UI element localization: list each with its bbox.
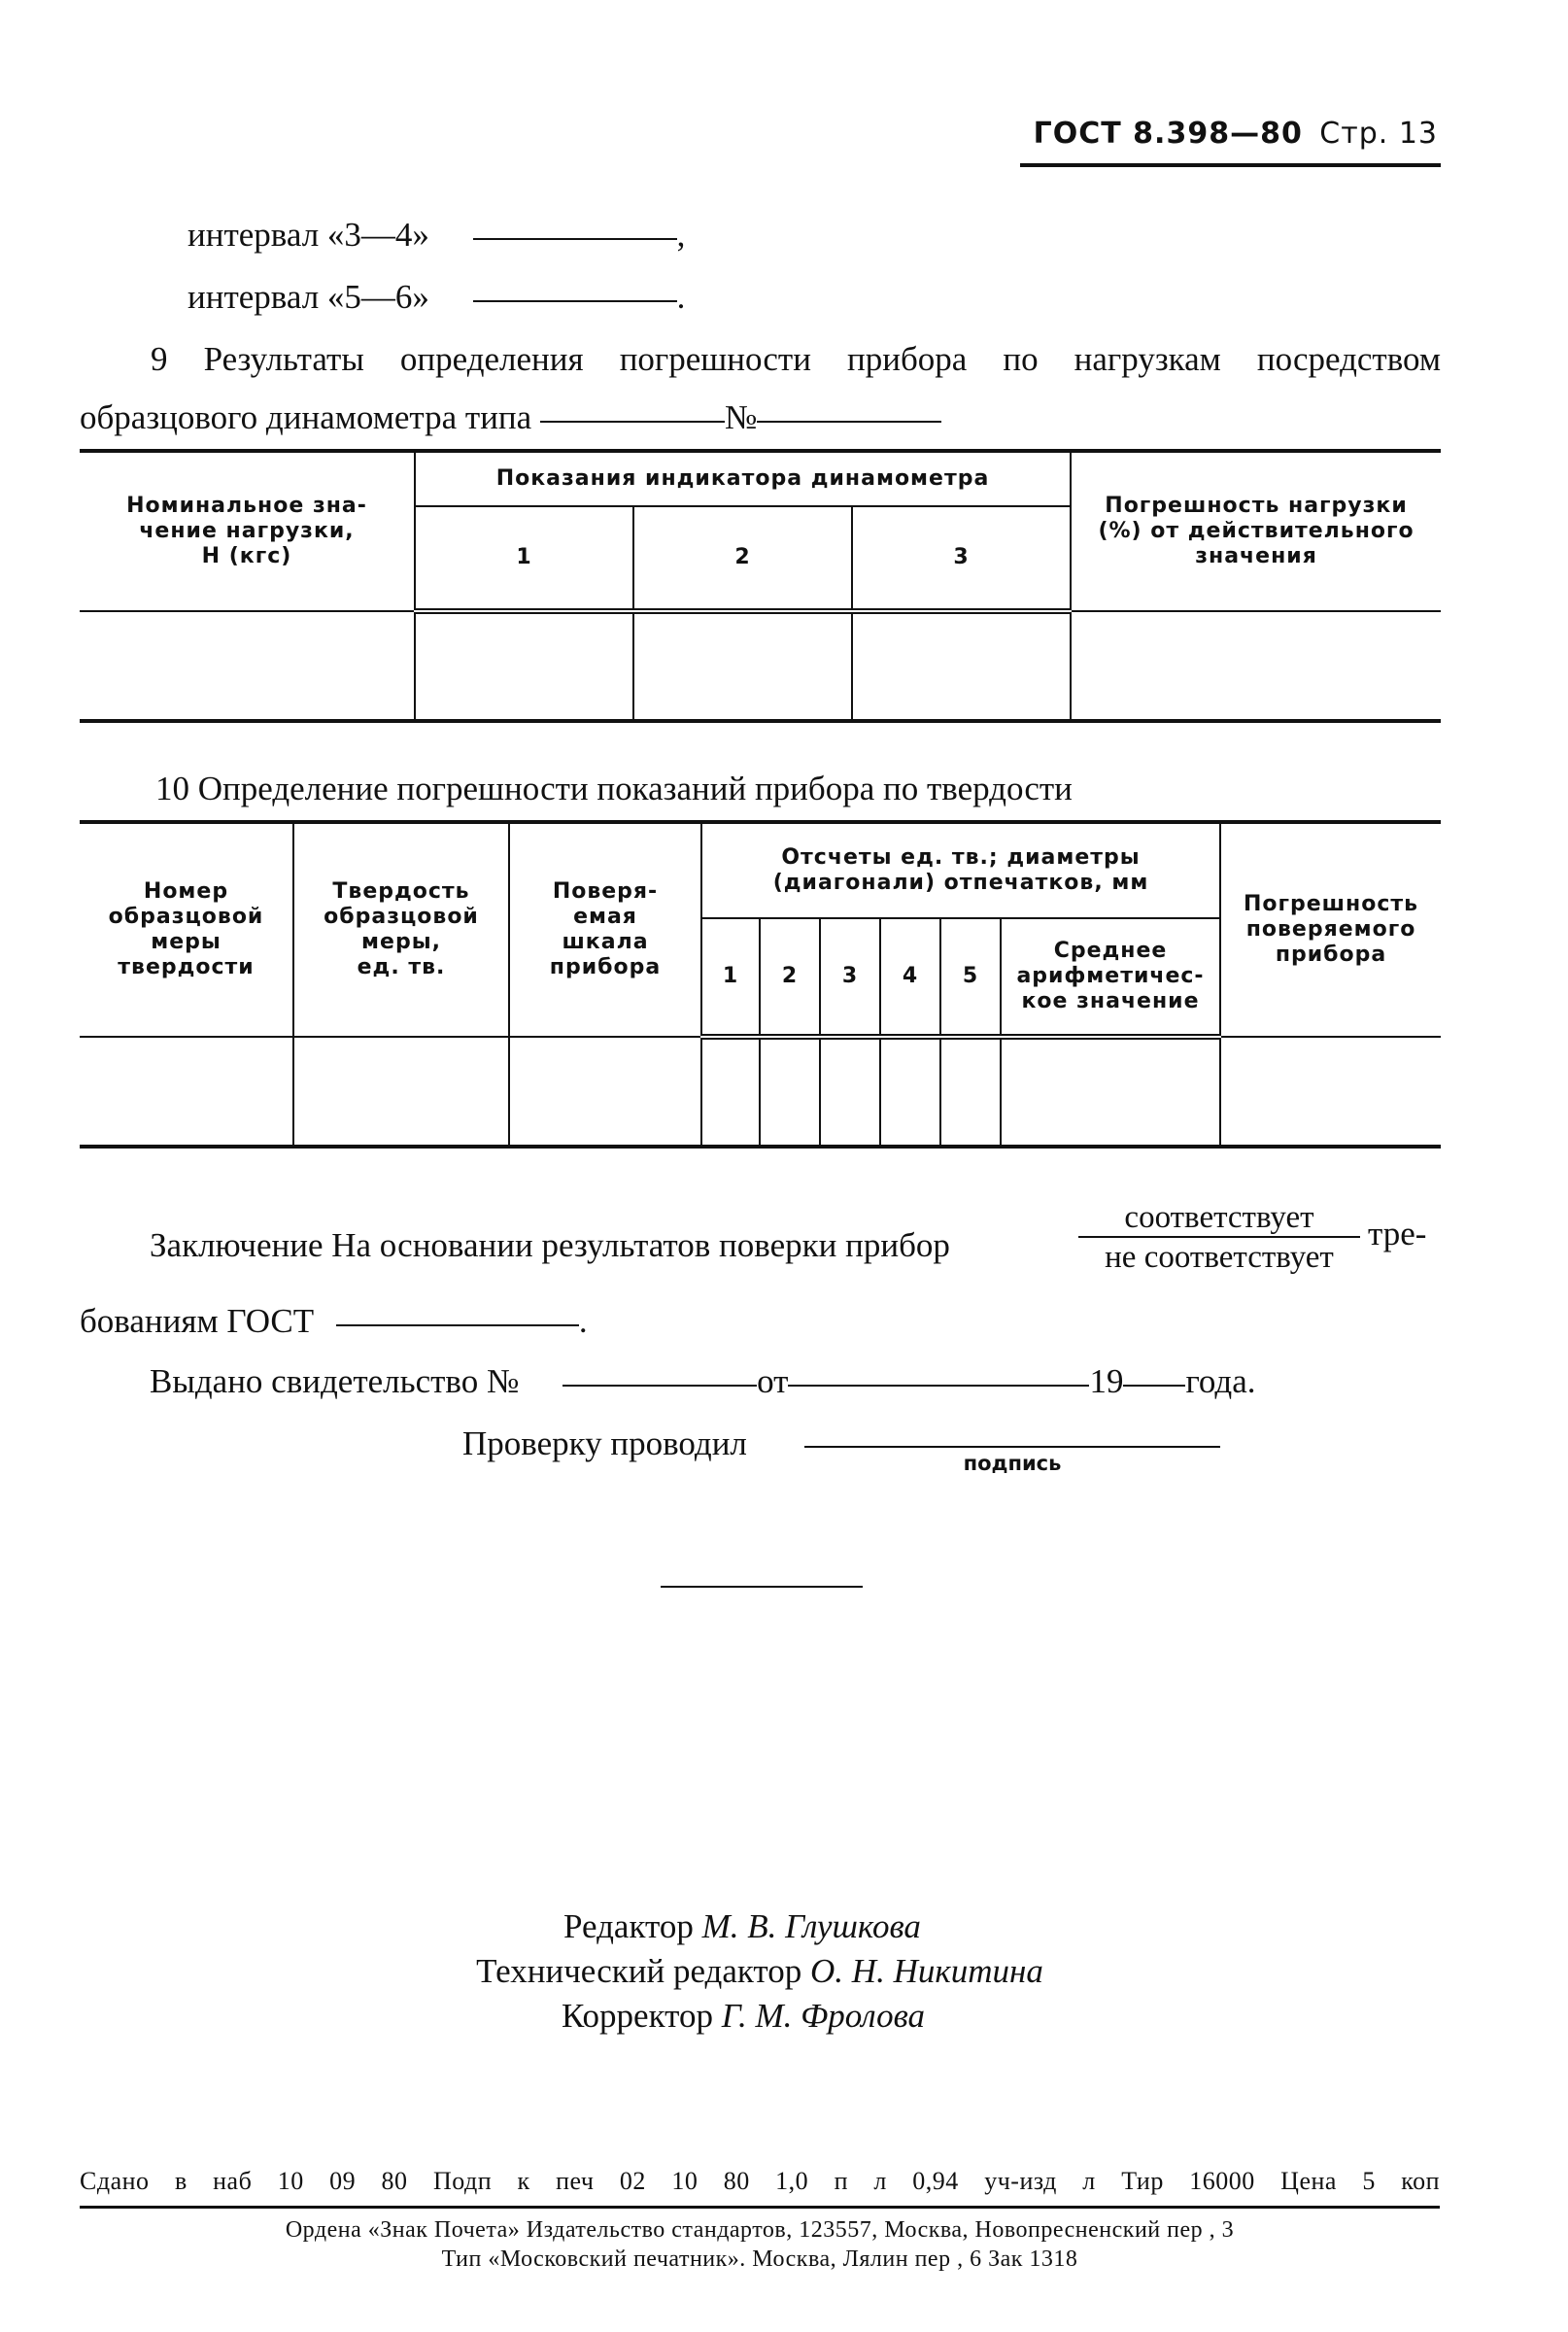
section9-heading-line1: 9 Результаты определения погрешности прибора по нагрузкам посредством xyxy=(151,340,1441,378)
interval-blank[interactable] xyxy=(473,236,677,240)
credit-corrector: Корректор Г. М. Фролова xyxy=(561,1997,926,2035)
number-sign: № xyxy=(724,398,758,436)
signature-line[interactable] xyxy=(804,1446,1220,1448)
cell-sub-1[interactable] xyxy=(701,1037,760,1147)
interval-blank[interactable] xyxy=(473,298,677,302)
col-checked-scale: Поверя- емая шкала прибора xyxy=(509,822,701,1037)
col-reading-1: 1 xyxy=(415,506,633,611)
certificate-year: 19 xyxy=(1089,1362,1124,1400)
gost-number-blank[interactable] xyxy=(336,1322,579,1326)
cell-checked-scale[interactable] xyxy=(509,1037,701,1147)
conclusion-line2: бованиям ГОСТ . xyxy=(80,1302,588,1340)
cell-sub-5[interactable] xyxy=(940,1037,1001,1147)
interval-punct: , xyxy=(676,216,686,254)
certificate-number-blank[interactable] xyxy=(562,1383,757,1387)
certificate-label: Выдано свидетельство № xyxy=(150,1362,520,1400)
col-reading-3: 3 xyxy=(852,506,1071,611)
interval-label: интервал «3—4» xyxy=(187,216,429,254)
col-sub-1: 1 xyxy=(701,918,760,1037)
cell-instrument-error[interactable] xyxy=(1220,1037,1441,1147)
col-reading-2: 2 xyxy=(633,506,852,611)
cell-reading-1[interactable] xyxy=(415,611,633,721)
cell-reference-hardness[interactable] xyxy=(293,1037,509,1147)
interval-row-2 xyxy=(187,278,685,317)
separator-rule xyxy=(661,1586,863,1588)
col-indicator-group: Показания индикатора динамометра xyxy=(415,451,1071,506)
header-rule xyxy=(1020,163,1441,167)
cell-measure-number[interactable] xyxy=(80,1037,293,1147)
dynamometer-type-blank[interactable] xyxy=(540,419,725,423)
checked-by-label: Проверку проводил xyxy=(462,1424,747,1462)
credit-editor: Редактор М. В. Глушкова xyxy=(563,1907,921,1945)
interval-punct: . xyxy=(676,278,686,316)
option-complies[interactable]: соответствует xyxy=(1078,1199,1360,1238)
section9-heading-line2: образцового динамометра типа № xyxy=(80,398,941,437)
col-sub-4: 4 xyxy=(880,918,940,1037)
certificate-from: от xyxy=(757,1362,789,1400)
cell-mean-value[interactable] xyxy=(1001,1037,1220,1147)
col-instrument-error: Погрешность поверяемого прибора xyxy=(1220,822,1441,1037)
col-nominal-load: Номинальное зна- чение нагрузки, Н (кгс) xyxy=(80,451,415,611)
certificate-line xyxy=(150,1362,1256,1401)
interval-row-1 xyxy=(187,216,685,255)
conclusion-tail: тре- xyxy=(1368,1215,1427,1252)
col-measure-number: Номер образцовой меры твердости xyxy=(80,822,293,1037)
col-sub-3: 3 xyxy=(820,918,880,1037)
col-reference-hardness: Твердость образцовой меры, ед. тв. xyxy=(293,822,509,1037)
conclusion-lead: Заключение На основании результатов поверки прибор xyxy=(150,1226,950,1264)
signature-caption: подпись xyxy=(963,1452,1062,1475)
cell-sub-3[interactable] xyxy=(820,1037,880,1147)
col-sub-2: 2 xyxy=(760,918,820,1037)
credits xyxy=(80,1904,1440,2039)
cell-nominal[interactable] xyxy=(80,611,415,721)
imprint-rule xyxy=(80,2206,1440,2209)
col-load-error: Погрешность нагрузки (%) от действительного значения xyxy=(1071,451,1441,611)
imprint-line1: Сдано в наб 10 09 80 Подп к печ 02 10 80 1,0 п л 0,94 уч-изд л Тир 16000 Цена 5 коп xyxy=(80,2167,1440,2195)
page-number: Стр. 13 xyxy=(1319,117,1438,151)
cell-error[interactable] xyxy=(1071,611,1441,721)
certificate-date-blank[interactable] xyxy=(788,1383,1089,1387)
option-not-complies[interactable]: не соответствует xyxy=(1105,1240,1334,1275)
col-sub-5: 5 xyxy=(940,918,1001,1037)
cell-sub-2[interactable] xyxy=(760,1037,820,1147)
dynamometer-number-blank[interactable] xyxy=(757,419,941,423)
imprint-line2: Ордена «Знак Почета» Издательство стандартов, 123557, Москва, Новопресненский пер , 3 xyxy=(285,2217,1235,2243)
imprint-line3: Тип «Московский печатник». Москва, Лялин пер , 6 Зак 1318 xyxy=(441,2246,1078,2272)
dynamometer-table xyxy=(80,449,1441,723)
credit-tech-editor: Технический редактор О. Н. Никитина xyxy=(476,1952,1043,1990)
conclusion-options xyxy=(1078,1199,1360,1277)
certificate-year-blank[interactable] xyxy=(1123,1383,1185,1387)
interval-label: интервал «5—6» xyxy=(187,278,429,316)
col-mean-value: Среднее арифметичес- кое значение xyxy=(1001,918,1220,1037)
col-readings-group: Отсчеты ед. тв.; диаметры (диагонали) отпечатков, мм xyxy=(701,822,1220,918)
page-header xyxy=(1034,117,1438,151)
hardness-table xyxy=(80,820,1441,1149)
certificate-end: года. xyxy=(1185,1362,1256,1400)
cell-reading-3[interactable] xyxy=(852,611,1071,721)
section10-heading: 10 Определение погрешности показаний прибора по твердости xyxy=(155,770,1073,807)
standard-code: ГОСТ 8.398—80 xyxy=(1033,117,1303,151)
cell-reading-2[interactable] xyxy=(633,611,852,721)
cell-sub-4[interactable] xyxy=(880,1037,940,1147)
